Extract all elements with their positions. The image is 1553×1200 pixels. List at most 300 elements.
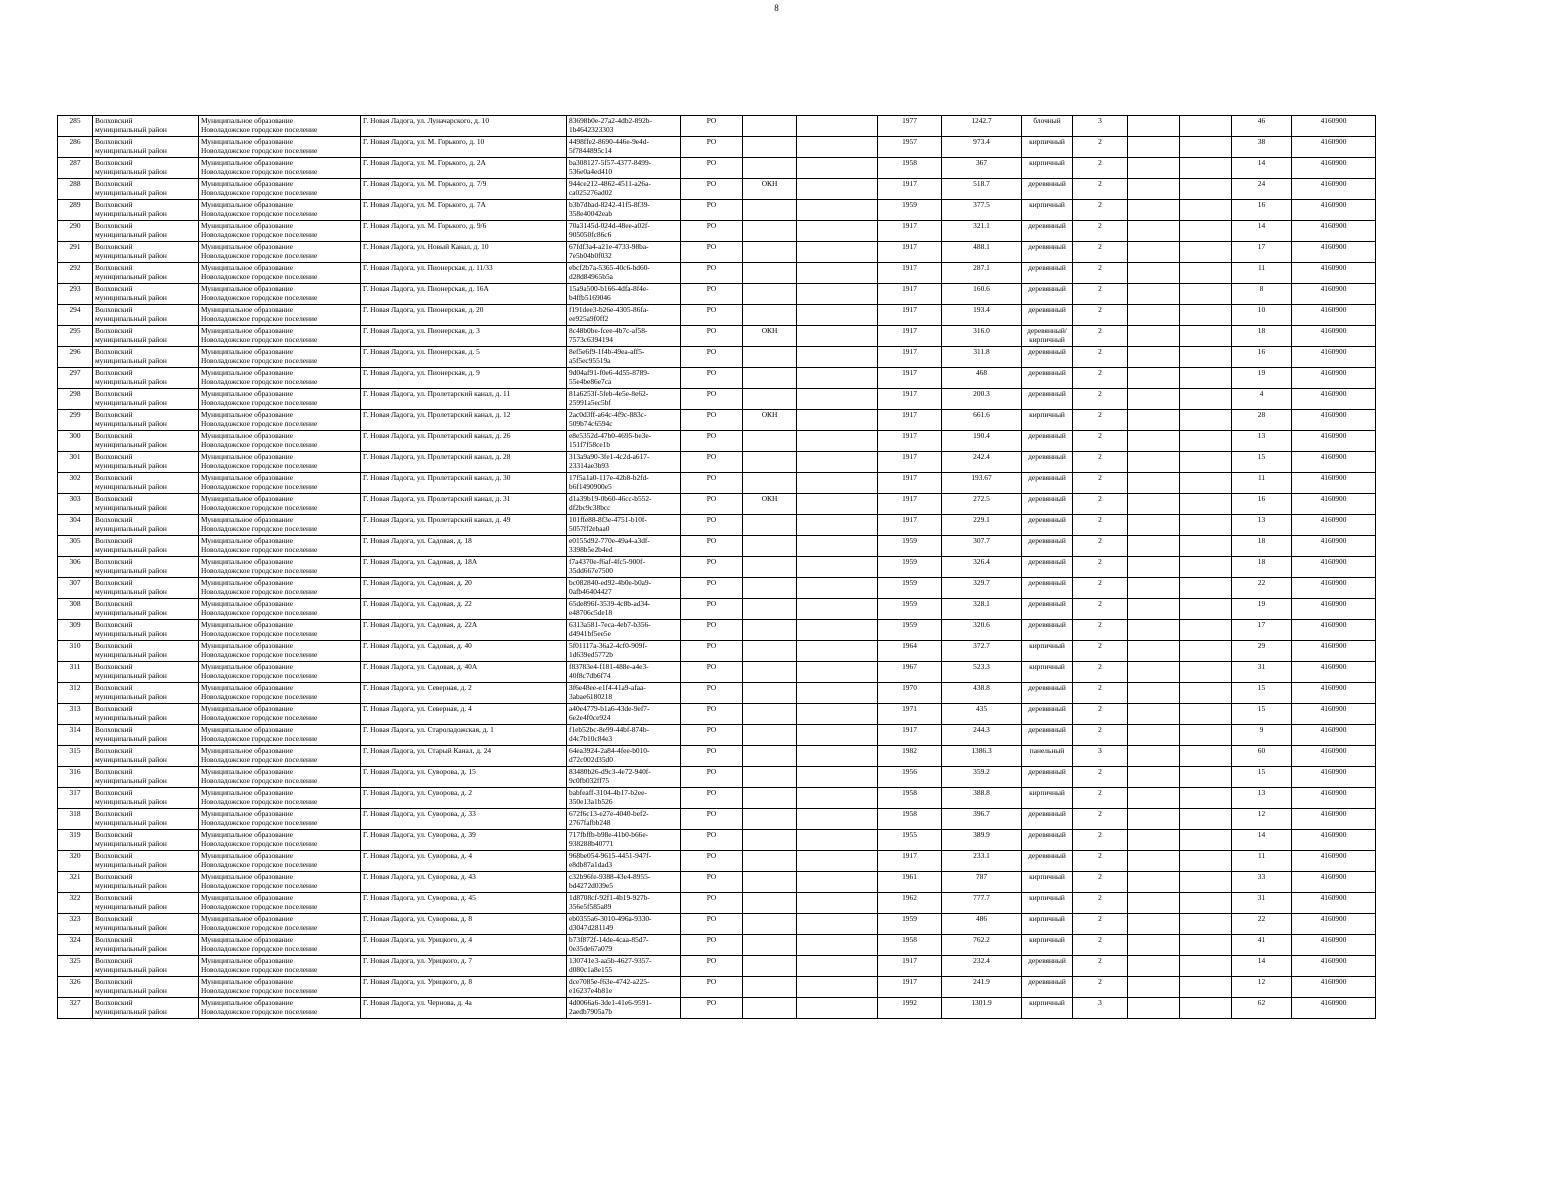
- area-cell: 241.9: [942, 977, 1022, 998]
- municipality-cell: [199, 368, 361, 389]
- municipality-cell: [199, 431, 361, 452]
- wall-material-line: деревянный: [1028, 473, 1066, 482]
- wall-material-cell: [1022, 746, 1073, 767]
- municipality-cell: [199, 998, 361, 1019]
- empty-cell: [1128, 116, 1180, 137]
- table-row: [58, 263, 1376, 284]
- empty-cell: [1128, 515, 1180, 536]
- empty-cell: [1180, 998, 1232, 1019]
- row-number: 326: [58, 977, 93, 998]
- row-number: 294: [58, 305, 93, 326]
- building-id-cell-line: 356e5f585a89: [569, 902, 612, 911]
- municipality-cell: [199, 158, 361, 179]
- wall-material-line: деревянный: [1028, 536, 1066, 545]
- table-row: [58, 494, 1376, 515]
- heritage-cell: [743, 662, 797, 683]
- area-cell: 523.3: [942, 662, 1022, 683]
- year-cell: 1917: [878, 725, 942, 746]
- count-cell: 22: [1232, 914, 1292, 935]
- area-cell: 435: [942, 704, 1022, 725]
- form-cell: РО: [681, 158, 743, 179]
- district-cell-line: муниципальный район: [95, 1007, 167, 1016]
- building-id-cell: [567, 431, 681, 452]
- district-cell-line: Волховский: [95, 221, 133, 230]
- municipality-cell-line: Муниципальное образование: [201, 977, 293, 986]
- area-cell: 1386.3: [942, 746, 1022, 767]
- row-number: 316: [58, 767, 93, 788]
- form-cell: РО: [681, 662, 743, 683]
- municipality-cell-line: Муниципальное образование: [201, 389, 293, 398]
- address-cell: Г. Новая Ладога, ул. Суворова, д. 2: [361, 788, 567, 809]
- empty-cell: [1180, 830, 1232, 851]
- empty-cell: [797, 725, 878, 746]
- empty-cell: [1128, 137, 1180, 158]
- form-cell: РО: [681, 620, 743, 641]
- row-number: 296: [58, 347, 93, 368]
- municipality-cell: [199, 536, 361, 557]
- building-id-cell-line: 536e0a4ed410: [569, 167, 613, 176]
- district-cell-line: Волховский: [95, 515, 133, 524]
- district-cell-line: Волховский: [95, 557, 133, 566]
- floors-cell: 2: [1073, 872, 1128, 893]
- count-cell: 33: [1232, 872, 1292, 893]
- table-row: [58, 725, 1376, 746]
- building-id-cell: [567, 473, 681, 494]
- district-cell-line: муниципальный район: [95, 923, 167, 932]
- row-number: 306: [58, 557, 93, 578]
- wall-material-line: деревянный: [1028, 830, 1066, 839]
- code-cell: 4160900: [1292, 557, 1376, 578]
- year-cell: 1959: [878, 200, 942, 221]
- year-cell: 1917: [878, 179, 942, 200]
- district-cell: [93, 788, 199, 809]
- row-number: 293: [58, 284, 93, 305]
- municipality-cell-line: Новоладожское городское поселение: [201, 230, 318, 239]
- municipality-cell-line: Новоладожское городское поселение: [201, 629, 318, 638]
- address-cell: Г. Новая Ладога, ул. Пролетарский канал, д. 28: [361, 452, 567, 473]
- address-cell: Г. Новая Ладога, ул. Пролетарский канал, д. 12: [361, 410, 567, 431]
- code-cell: 4160900: [1292, 179, 1376, 200]
- table-row: [58, 599, 1376, 620]
- empty-cell: [797, 326, 878, 347]
- empty-cell: [1180, 977, 1232, 998]
- code-cell: 4160900: [1292, 326, 1376, 347]
- form-cell: РО: [681, 452, 743, 473]
- empty-cell: [1180, 872, 1232, 893]
- code-cell: 4160900: [1292, 116, 1376, 137]
- building-id-cell-line: d4941bf5ee5e: [569, 629, 611, 638]
- year-cell: 1971: [878, 704, 942, 725]
- count-cell: 14: [1232, 956, 1292, 977]
- code-cell: 4160900: [1292, 368, 1376, 389]
- building-id-cell-line: d080c1a8e155: [569, 965, 613, 974]
- empty-cell: [1180, 683, 1232, 704]
- wall-material-line: панельный: [1029, 746, 1065, 755]
- heritage-cell: [743, 914, 797, 935]
- municipality-cell-line: Муниципальное образование: [201, 998, 293, 1007]
- floors-cell: 2: [1073, 326, 1128, 347]
- district-cell-line: Волховский: [95, 935, 133, 944]
- floors-cell: 2: [1073, 473, 1128, 494]
- district-cell-line: Волховский: [95, 326, 133, 335]
- wall-material-line: деревянный: [1028, 599, 1066, 608]
- empty-cell: [797, 977, 878, 998]
- municipality-cell-line: Муниципальное образование: [201, 263, 293, 272]
- wall-material-line: деревянный: [1028, 977, 1066, 986]
- table-row: [58, 746, 1376, 767]
- district-cell-line: Волховский: [95, 914, 133, 923]
- building-id-cell: [567, 557, 681, 578]
- form-cell: РО: [681, 200, 743, 221]
- empty-cell: [797, 662, 878, 683]
- year-cell: 1962: [878, 893, 942, 914]
- building-id-cell: [567, 536, 681, 557]
- building-id-cell: [567, 599, 681, 620]
- building-id-cell: [567, 662, 681, 683]
- empty-cell: [1128, 242, 1180, 263]
- code-cell: 4160900: [1292, 200, 1376, 221]
- wall-material-cell: [1022, 326, 1073, 347]
- district-cell-line: Волховский: [95, 830, 133, 839]
- municipality-cell-line: Муниципальное образование: [201, 683, 293, 692]
- count-cell: 11: [1232, 851, 1292, 872]
- form-cell: РО: [681, 578, 743, 599]
- municipality-cell: [199, 809, 361, 830]
- empty-cell: [797, 347, 878, 368]
- form-cell: РО: [681, 284, 743, 305]
- wall-material-line: деревянный/: [1027, 326, 1067, 335]
- code-cell: 4160900: [1292, 746, 1376, 767]
- empty-cell: [1128, 977, 1180, 998]
- year-cell: 1958: [878, 935, 942, 956]
- empty-cell: [1128, 746, 1180, 767]
- district-cell-line: муниципальный район: [95, 293, 167, 302]
- address-cell: Г. Новая Ладога, ул. Суворова, д. 8: [361, 914, 567, 935]
- empty-cell: [1180, 452, 1232, 473]
- heritage-cell: [743, 221, 797, 242]
- row-number: 323: [58, 914, 93, 935]
- building-id-cell-line: d1a39b19-0b60-46cc-b552-: [569, 494, 652, 503]
- empty-cell: [1128, 326, 1180, 347]
- building-id-cell-line: 4498ffe2-8690-446e-9e4d-: [569, 137, 649, 146]
- municipality-cell-line: Муниципальное образование: [201, 662, 293, 671]
- area-cell: 389.9: [942, 830, 1022, 851]
- year-cell: 1917: [878, 368, 942, 389]
- empty-cell: [1128, 620, 1180, 641]
- code-cell: 4160900: [1292, 704, 1376, 725]
- heritage-cell: [743, 305, 797, 326]
- address-cell: Г. Новая Ладога, ул. Пролетарский канал, д. 11: [361, 389, 567, 410]
- municipality-cell: [199, 746, 361, 767]
- district-cell: [93, 599, 199, 620]
- district-cell-line: муниципальный район: [95, 356, 167, 365]
- building-id-cell-line: c32b96fe-9388-43e4-8955-: [569, 872, 651, 881]
- district-cell-line: Волховский: [95, 347, 133, 356]
- building-id-cell: [567, 137, 681, 158]
- form-cell: РО: [681, 998, 743, 1019]
- municipality-cell-line: Муниципальное образование: [201, 179, 293, 188]
- empty-cell: [1180, 662, 1232, 683]
- code-cell: 4160900: [1292, 872, 1376, 893]
- heritage-cell: [743, 263, 797, 284]
- empty-cell: [1180, 326, 1232, 347]
- building-id-cell-line: df2bc9c38bcc: [569, 503, 611, 512]
- heritage-cell: [743, 578, 797, 599]
- heritage-cell: [743, 452, 797, 473]
- building-id-cell-line: e16237e4b81e: [569, 986, 613, 995]
- wall-material-line: деревянный: [1028, 683, 1066, 692]
- municipality-cell: [199, 116, 361, 137]
- district-cell-line: Волховский: [95, 578, 133, 587]
- municipality-cell: [199, 767, 361, 788]
- wall-material-cell: [1022, 116, 1073, 137]
- wall-material-cell: [1022, 305, 1073, 326]
- address-cell: Г. Новая Ладога, ул. Урицкого, д. 7: [361, 956, 567, 977]
- building-id-cell-line: 23314ae3b93: [569, 461, 609, 470]
- area-cell: 242.4: [942, 452, 1022, 473]
- count-cell: 15: [1232, 767, 1292, 788]
- wall-material-line: деревянный: [1028, 557, 1066, 566]
- year-cell: 1958: [878, 158, 942, 179]
- code-cell: 4160900: [1292, 914, 1376, 935]
- wall-material-line: кирпичный: [1029, 788, 1065, 797]
- building-id-cell-line: 5f7844895c14: [569, 146, 612, 155]
- building-id-cell-line: b6f1490900e5: [569, 482, 612, 491]
- district-cell-line: муниципальный район: [95, 860, 167, 869]
- address-cell: Г. Новая Ладога, ул. Северная, д. 4: [361, 704, 567, 725]
- count-cell: 41: [1232, 935, 1292, 956]
- building-id-cell-line: 0e35de67a079: [569, 944, 613, 953]
- municipality-cell-line: Новоладожское городское поселение: [201, 146, 318, 155]
- district-cell-line: муниципальный район: [95, 839, 167, 848]
- municipality-cell: [199, 200, 361, 221]
- empty-cell: [1180, 809, 1232, 830]
- wall-material-cell: [1022, 200, 1073, 221]
- municipality-cell: [199, 977, 361, 998]
- empty-cell: [1128, 389, 1180, 410]
- municipality-cell: [199, 956, 361, 977]
- area-cell: 396.7: [942, 809, 1022, 830]
- form-cell: РО: [681, 557, 743, 578]
- area-cell: 388.8: [942, 788, 1022, 809]
- floors-cell: 2: [1073, 578, 1128, 599]
- empty-cell: [1180, 116, 1232, 137]
- municipality-cell: [199, 221, 361, 242]
- district-cell-line: Волховский: [95, 662, 133, 671]
- building-id-cell-line: e8e5352d-47b0-4695-be3e-: [569, 431, 652, 440]
- empty-cell: [797, 935, 878, 956]
- district-cell-line: Волховский: [95, 683, 133, 692]
- municipality-cell-line: Новоладожское городское поселение: [201, 965, 318, 974]
- wall-material-line: кирпичный: [1029, 872, 1065, 881]
- table-row: [58, 305, 1376, 326]
- table-row: [58, 641, 1376, 662]
- building-id-cell: [567, 410, 681, 431]
- heritage-cell: [743, 536, 797, 557]
- municipality-cell-line: Новоладожское городское поселение: [201, 902, 318, 911]
- municipality-cell: [199, 599, 361, 620]
- district-cell-line: Волховский: [95, 641, 133, 650]
- row-number: 301: [58, 452, 93, 473]
- floors-cell: 2: [1073, 158, 1128, 179]
- district-cell-line: Волховский: [95, 116, 133, 125]
- floors-cell: 2: [1073, 977, 1128, 998]
- building-id-cell: [567, 788, 681, 809]
- district-cell-line: Волховский: [95, 536, 133, 545]
- form-cell: РО: [681, 515, 743, 536]
- row-number: 319: [58, 830, 93, 851]
- municipality-cell-line: Муниципальное образование: [201, 536, 293, 545]
- building-id-cell-line: f1eb52bc-8e99-44bf-874b-: [569, 725, 650, 734]
- code-cell: 4160900: [1292, 620, 1376, 641]
- municipality-cell-line: Новоладожское городское поселение: [201, 482, 318, 491]
- row-number: 313: [58, 704, 93, 725]
- area-cell: 438.8: [942, 683, 1022, 704]
- address-cell: Г. Новая Ладога, ул. Садовая, д. 18А: [361, 557, 567, 578]
- year-cell: 1959: [878, 599, 942, 620]
- floors-cell: 2: [1073, 725, 1128, 746]
- wall-material-line: кирпичный: [1029, 137, 1065, 146]
- building-id-cell-line: 17f5a1a0-117e-42b8-b2fd-: [569, 473, 649, 482]
- row-number: 308: [58, 599, 93, 620]
- count-cell: 12: [1232, 809, 1292, 830]
- floors-cell: 2: [1073, 494, 1128, 515]
- empty-cell: [1128, 956, 1180, 977]
- municipality-cell-line: Муниципальное образование: [201, 515, 293, 524]
- empty-cell: [1128, 263, 1180, 284]
- district-cell: [93, 662, 199, 683]
- district-cell: [93, 998, 199, 1019]
- district-cell-line: муниципальный район: [95, 881, 167, 890]
- municipality-cell-line: Муниципальное образование: [201, 599, 293, 608]
- floors-cell: 2: [1073, 242, 1128, 263]
- table-row: [58, 452, 1376, 473]
- year-cell: 1967: [878, 662, 942, 683]
- table-row: [58, 704, 1376, 725]
- municipality-cell: [199, 242, 361, 263]
- empty-cell: [797, 263, 878, 284]
- row-number: 312: [58, 683, 93, 704]
- table-row: [58, 242, 1376, 263]
- floors-cell: 2: [1073, 767, 1128, 788]
- row-number: 327: [58, 998, 93, 1019]
- table-row: [58, 221, 1376, 242]
- code-cell: 4160900: [1292, 305, 1376, 326]
- district-cell: [93, 431, 199, 452]
- table-row: [58, 977, 1376, 998]
- heritage-cell: [743, 347, 797, 368]
- wall-material-line: деревянный: [1028, 809, 1066, 818]
- district-cell-line: муниципальный район: [95, 230, 167, 239]
- wall-material-cell: [1022, 641, 1073, 662]
- heritage-cell: [743, 515, 797, 536]
- table-row: [58, 893, 1376, 914]
- count-cell: 62: [1232, 998, 1292, 1019]
- heritage-cell: [743, 725, 797, 746]
- row-number: 299: [58, 410, 93, 431]
- area-cell: 321.1: [942, 221, 1022, 242]
- address-cell: Г. Новая Ладога, ул. Пролетарский канал, д. 30: [361, 473, 567, 494]
- building-id-cell: [567, 851, 681, 872]
- district-cell: [93, 809, 199, 830]
- table-row: [58, 956, 1376, 977]
- municipality-cell-line: Новоладожское городское поселение: [201, 587, 318, 596]
- building-id-cell-line: 9c0fb032ff75: [569, 776, 610, 785]
- floors-cell: 2: [1073, 515, 1128, 536]
- empty-cell: [797, 557, 878, 578]
- year-cell: 1959: [878, 620, 942, 641]
- wall-material-line: деревянный: [1028, 767, 1066, 776]
- district-cell-line: Волховский: [95, 977, 133, 986]
- municipality-cell-line: Муниципальное образование: [201, 410, 293, 419]
- address-cell: Г. Новая Ладога, ул. М. Горького, д. 2А: [361, 158, 567, 179]
- floors-cell: 2: [1073, 620, 1128, 641]
- municipality-cell: [199, 305, 361, 326]
- empty-cell: [1180, 200, 1232, 221]
- table-row: [58, 851, 1376, 872]
- form-cell: РО: [681, 788, 743, 809]
- address-cell: Г. Новая Ладога, ул. Пионерская, д. 5: [361, 347, 567, 368]
- floors-cell: 2: [1073, 200, 1128, 221]
- empty-cell: [1180, 767, 1232, 788]
- district-cell-line: муниципальный район: [95, 944, 167, 953]
- municipality-cell-line: Новоладожское городское поселение: [201, 944, 318, 953]
- building-id-cell-line: babfeaff-3104-4b17-b2ee-: [569, 788, 647, 797]
- district-cell: [93, 893, 199, 914]
- address-cell: Г. Новая Ладога, ул. Урицкого, д. 4: [361, 935, 567, 956]
- wall-material-line: деревянный: [1028, 179, 1066, 188]
- district-cell-line: муниципальный район: [95, 629, 167, 638]
- table-row: [58, 368, 1376, 389]
- floors-cell: 2: [1073, 641, 1128, 662]
- municipality-cell-line: Новоладожское городское поселение: [201, 692, 318, 701]
- table-row: [58, 998, 1376, 1019]
- table-row: [58, 914, 1376, 935]
- code-cell: 4160900: [1292, 284, 1376, 305]
- code-cell: 4160900: [1292, 956, 1376, 977]
- form-cell: РО: [681, 914, 743, 935]
- municipality-cell-line: Муниципальное образование: [201, 788, 293, 797]
- code-cell: 4160900: [1292, 662, 1376, 683]
- address-cell: Г. Новая Ладога, ул. Северная, д. 2: [361, 683, 567, 704]
- area-cell: 367: [942, 158, 1022, 179]
- district-cell: [93, 683, 199, 704]
- municipality-cell: [199, 788, 361, 809]
- empty-cell: [1180, 221, 1232, 242]
- empty-cell: [797, 830, 878, 851]
- district-cell-line: муниципальный район: [95, 587, 167, 596]
- year-cell: 1917: [878, 305, 942, 326]
- building-id-cell-line: a40e4779-b1a6-43de-9ef7-: [569, 704, 650, 713]
- district-cell: [93, 242, 199, 263]
- empty-cell: [1128, 641, 1180, 662]
- address-cell: Г. Новая Ладога, ул. Садовая, д. 22: [361, 599, 567, 620]
- heritage-cell: [743, 935, 797, 956]
- empty-cell: [1180, 515, 1232, 536]
- form-cell: РО: [681, 851, 743, 872]
- empty-cell: [797, 137, 878, 158]
- heritage-cell: [743, 956, 797, 977]
- building-id-cell-line: 968be054-9615-4451-947f-: [569, 851, 652, 860]
- count-cell: 4: [1232, 389, 1292, 410]
- floors-cell: 2: [1073, 452, 1128, 473]
- table-row: [58, 809, 1376, 830]
- address-cell: Г. Новая Ладога, ул. Пролетарский канал, д. 49: [361, 515, 567, 536]
- building-id-cell: [567, 389, 681, 410]
- address-cell: Г. Новая Ладога, ул. Пролетарский канал, д. 31: [361, 494, 567, 515]
- municipality-cell-line: Новоладожское городское поселение: [201, 860, 318, 869]
- heritage-cell: [743, 893, 797, 914]
